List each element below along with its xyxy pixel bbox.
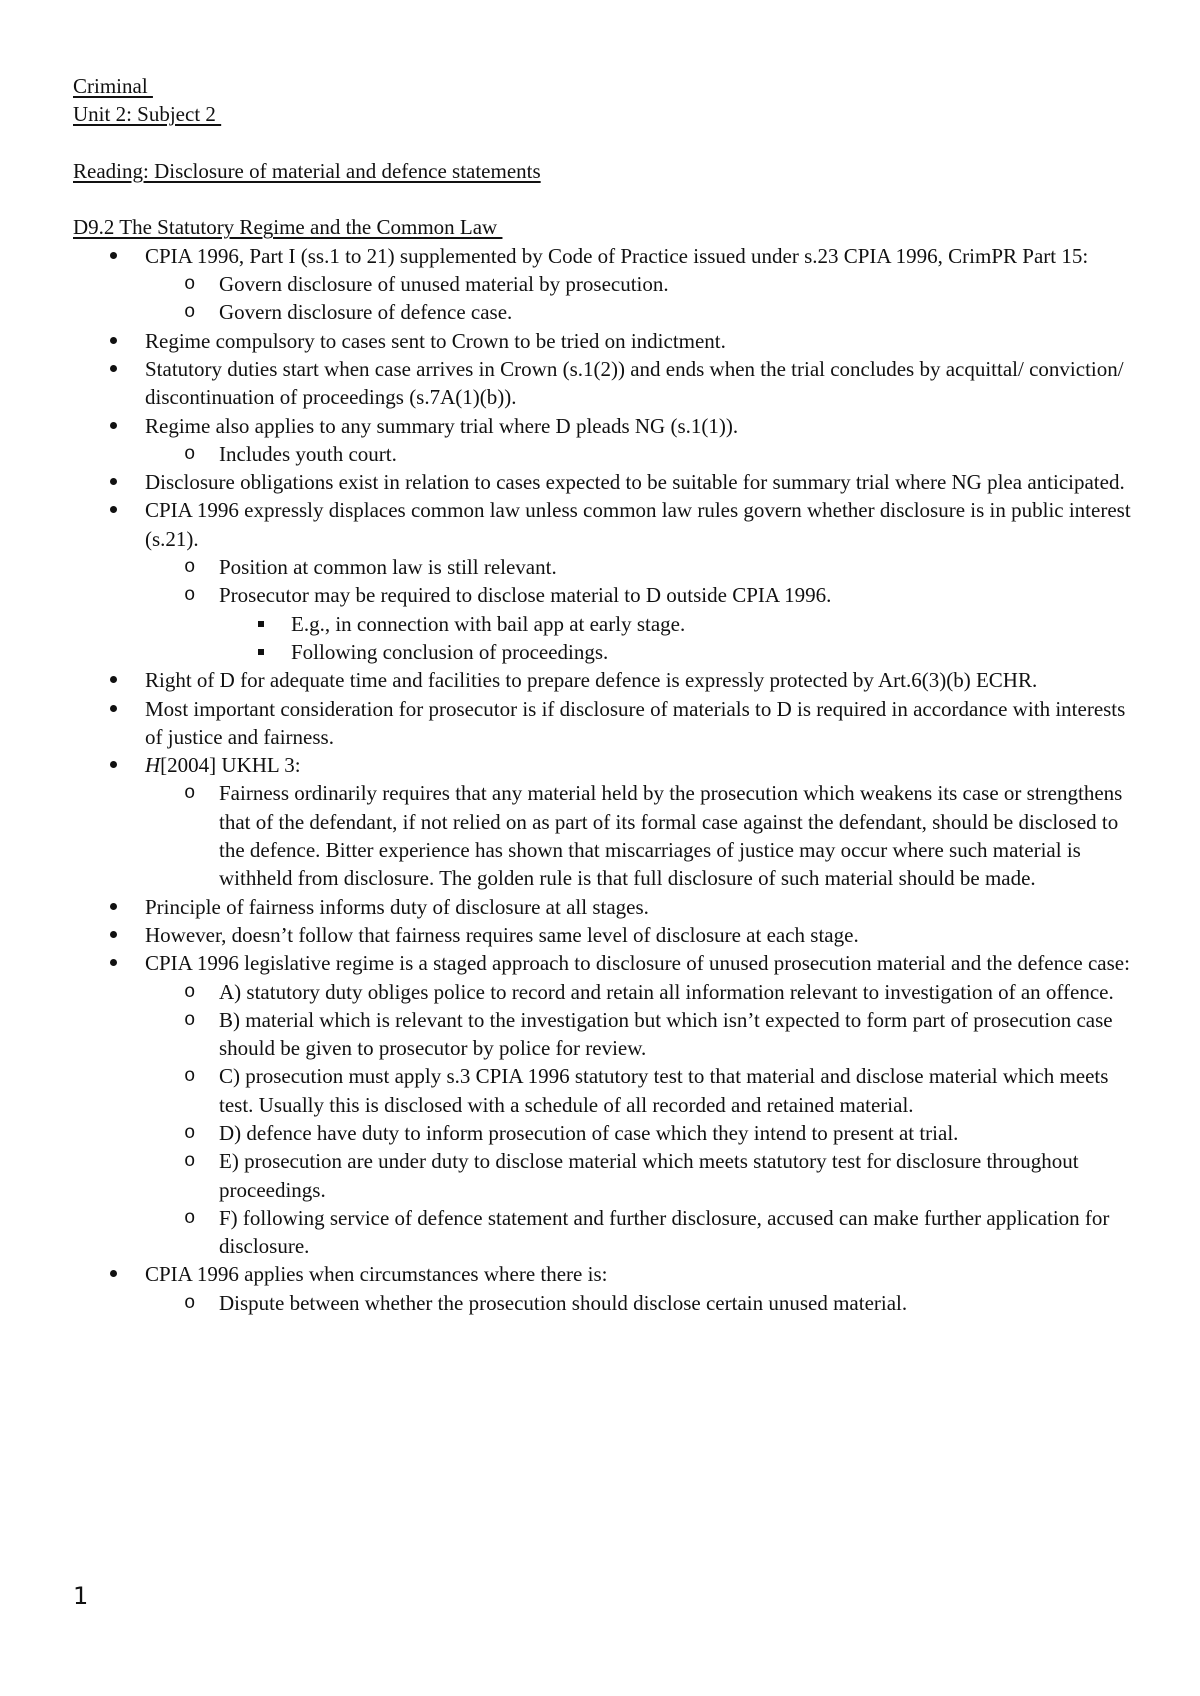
bullet-text: [2004] UKHL 3: <box>160 753 301 778</box>
bullet-text: Prosecutor may be required to disclose material to D outside CPIA 1996. <box>219 583 832 608</box>
bullet-text: E) prosecution are under duty to disclose material which meets statutory test for disclosure throughout proceedings. <box>219 1149 1079 1202</box>
bullet-text: Position at common law is still relevant. <box>219 555 557 580</box>
bullet-item <box>73 893 1133 921</box>
bullet-text: Statutory duties start when case arrives in Crown (s.1(2)) and ends when the trial concludes by acquittal/ conviction/ discontinuation of proceedings (s.7A(1)(b)). <box>145 356 1124 410</box>
bullet-text: C) prosecution must apply s.3 CPIA 1996 statutory test to that material and disclose material which meets test. Usually this is disclosed with a schedule of all recorded and retained material. <box>219 1064 1109 1117</box>
sub-sub-bullet-item <box>73 638 1133 666</box>
bullet-item <box>73 355 1133 412</box>
sub-bullet-item <box>73 440 1133 468</box>
bullet-text: Right of D for adequate time and facilities to prepare defence is expressly protected by Art.6(3)(b) ECHR. <box>145 668 1038 693</box>
bullet-text: Govern disclosure of unused material by prosecution. <box>219 272 669 297</box>
sub-bullet-item <box>73 1006 1133 1063</box>
bullet-text: A) statutory duty obliges police to record and retain all information relevant to investigation of an offence. <box>219 979 1114 1004</box>
bullet-dot-icon <box>110 506 117 513</box>
bullet-dot-icon <box>110 422 117 429</box>
sub-bullet-item <box>73 1147 1133 1204</box>
bullet-dot-icon <box>110 1270 117 1277</box>
spacer <box>73 185 1133 213</box>
sub-bullet-item <box>73 581 1133 609</box>
bullet-text: B) material which is relevant to the investigation but which isn’t expected to form part of prosecution case should be given to prosecutor by police for review. <box>219 1007 1113 1061</box>
bullet-dot-icon <box>110 705 117 712</box>
sub-sub-bullet-item <box>73 610 1133 638</box>
notes-list <box>73 242 1133 1317</box>
bullet-dot-icon <box>110 478 117 485</box>
bullet-item <box>73 468 1133 496</box>
square-bullet-icon <box>258 621 264 627</box>
bullet-item <box>73 412 1133 440</box>
hollow-bullet-icon: o <box>184 442 196 465</box>
bullet-text: Regime compulsory to cases sent to Crown to be tried on indictment. <box>145 328 726 353</box>
bullet-dot-icon <box>110 959 117 966</box>
bullet-text: Disclosure obligations exist in relation to cases expected to be suitable for summary trial where NG plea anticipated. <box>145 470 1125 495</box>
hollow-bullet-icon: o <box>184 1065 196 1088</box>
sub-bullet-item <box>73 298 1133 326</box>
hollow-bullet-icon: o <box>184 1008 196 1031</box>
sub-bullet-item <box>73 1119 1133 1147</box>
bullet-item <box>73 1260 1133 1288</box>
spacer <box>73 129 1133 157</box>
hollow-bullet-icon: o <box>184 273 196 296</box>
sub-bullet-item <box>73 1289 1133 1317</box>
bullet-item <box>73 327 1133 355</box>
sub-bullet-item <box>73 1204 1133 1261</box>
bullet-text: CPIA 1996, Part I (ss.1 to 21) supplemented by Code of Practice issued under s.23 CPIA 1996, CrimPR Part 15: <box>145 243 1089 268</box>
bullet-dot-icon <box>110 761 117 768</box>
sub-bullet-item <box>73 270 1133 298</box>
bullet-dot-icon <box>110 903 117 910</box>
bullet-text: CPIA 1996 expressly displaces common law unless common law rules govern whether disclosure is in public interest (s.21). <box>145 498 1131 551</box>
bullet-text: CPIA 1996 legislative regime is a staged approach to disclosure of unused prosecution material and the defence case: <box>145 951 1130 976</box>
bullet-text: Govern disclosure of defence case. <box>219 300 513 325</box>
bullet-text: F) following service of defence statement and further disclosure, accused can make further application for disclosure. <box>219 1205 1110 1259</box>
bullet-text: Regime also applies to any summary trial where D pleads NG (s.1(1)). <box>145 413 739 438</box>
bullet-text: Dispute between whether the prosecution should disclose certain unused material. <box>219 1290 908 1315</box>
bullet-dot-icon <box>110 676 117 683</box>
hollow-bullet-icon: o <box>184 1150 196 1173</box>
case-name: H <box>145 753 161 778</box>
bullet-text: CPIA 1996 applies when circumstances where there is: <box>145 1262 608 1287</box>
document-body <box>73 72 1133 1317</box>
sub-bullet-item <box>73 1062 1133 1119</box>
bullet-text: Principle of fairness informs duty of disclosure at all stages. <box>145 894 649 919</box>
bullet-item <box>73 949 1133 977</box>
bullet-text: Following conclusion of proceedings. <box>291 639 609 664</box>
reading-heading: Reading: Disclosure of material and defence statements <box>73 158 541 183</box>
section-heading: D9.2 The Statutory Regime and the Common Law <box>73 215 503 240</box>
bullet-text: E.g., in connection with bail app at early stage. <box>291 611 686 636</box>
bullet-dot-icon <box>110 931 117 938</box>
sub-bullet-item <box>73 978 1133 1006</box>
hollow-bullet-icon: o <box>184 1121 196 1144</box>
sub-bullet-item <box>73 553 1133 581</box>
bullet-item <box>73 695 1133 752</box>
hollow-bullet-icon: o <box>184 556 196 579</box>
hollow-bullet-icon: o <box>184 1206 196 1229</box>
hollow-bullet-icon: o <box>184 584 196 607</box>
bullet-item <box>73 751 1133 779</box>
hollow-bullet-icon: o <box>184 1291 196 1314</box>
doc-subtitle: Unit 2: Subject 2 <box>73 102 222 127</box>
doc-title: Criminal <box>73 74 153 98</box>
bullet-text: Most important consideration for prosecutor is if disclosure of materials to D is required in accordance with interests of justice and fairness. <box>145 696 1126 749</box>
bullet-dot-icon <box>110 365 117 372</box>
bullet-text: D) defence have duty to inform prosecution of case which they intend to present at trial. <box>219 1120 959 1145</box>
square-bullet-icon <box>258 649 264 655</box>
bullet-text: Includes youth court. <box>219 441 397 466</box>
bullet-item <box>73 921 1133 949</box>
bullet-item <box>73 666 1133 694</box>
page-number: 1 <box>73 1582 89 1610</box>
hollow-bullet-icon: o <box>184 301 196 324</box>
bullet-item <box>73 496 1133 553</box>
bullet-dot-icon <box>110 337 117 344</box>
hollow-bullet-icon: o <box>184 782 196 805</box>
bullet-item <box>73 242 1133 270</box>
bullet-text: However, doesn’t follow that fairness requires same level of disclosure at each stage. <box>145 922 859 947</box>
sub-bullet-item <box>73 779 1133 892</box>
bullet-text: Fairness ordinarily requires that any material held by the prosecution which weakens its case or strengthens that of the defendant, if not relied on as part of its formal case against the defendant, should be disclosed to the defence. Bitter experience has shown that miscarriages of justice may occur where such material is withheld from disclosure. The golden rule is that full disclosure of such material should be made. <box>219 781 1123 891</box>
bullet-dot-icon <box>110 252 117 259</box>
hollow-bullet-icon: o <box>184 980 196 1003</box>
